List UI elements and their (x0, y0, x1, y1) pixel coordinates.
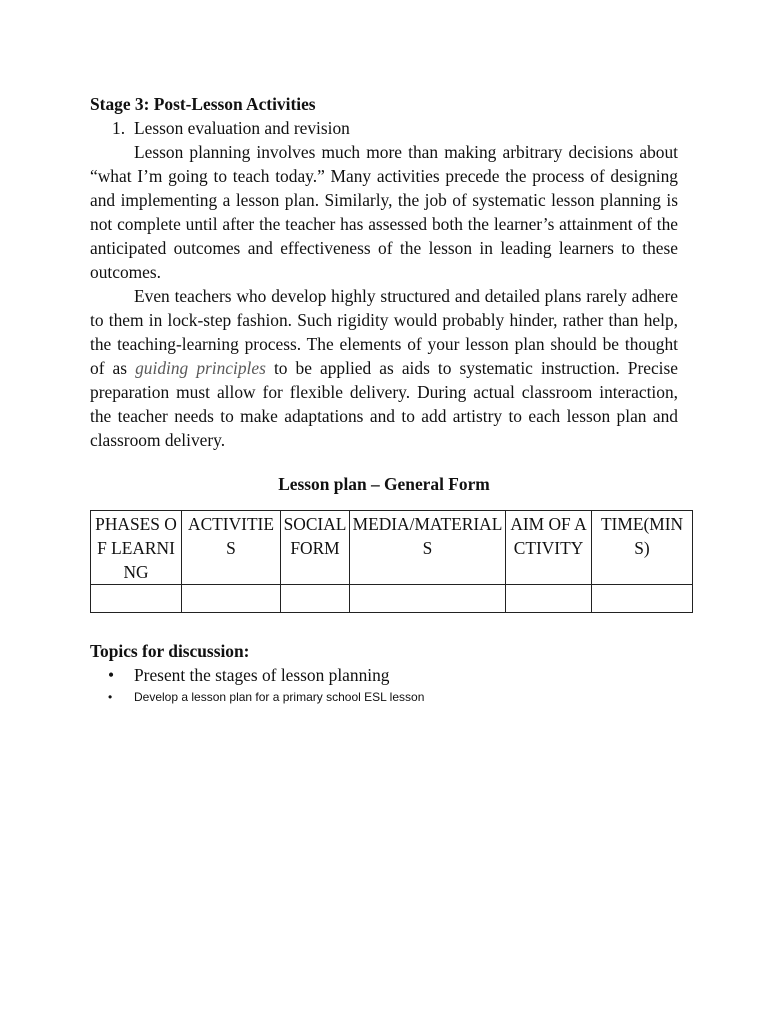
paragraph-text-after: to be applied as aids to systematic instruction. Precise preparation must allow for flexible delivery. During actual classroom interaction, the teacher needs to make adaptations and to add artistry to each lesson plan and classroom delivery. (90, 358, 678, 450)
topics-heading: Topics for discussion: (90, 641, 250, 661)
header-time-mins: TIME(MINS) (592, 511, 693, 585)
table-title: Lesson plan – General Form (278, 474, 490, 494)
stage-heading: Stage 3: Post-Lesson Activities (90, 94, 316, 114)
table-cell[interactable] (281, 585, 350, 613)
header-aim-of-activity: AIM OF ACTIVITY (506, 511, 592, 585)
header-social-form: SOCIAL FORM (281, 511, 350, 585)
list-item-lesson-evaluation (112, 116, 678, 140)
header-phases-of-learning: PHASES OF LEARNING (91, 511, 182, 585)
header-activities: ACTIVITIES (182, 511, 281, 585)
table-cell[interactable] (91, 585, 182, 613)
list-item (108, 663, 678, 687)
list-item-text: Lesson evaluation and revision (134, 118, 350, 138)
header-media-materials: MEDIA/MATERIALS (350, 511, 506, 585)
bullet-icon: • (108, 665, 115, 685)
bullet-icon: • (108, 690, 113, 704)
paragraph-lesson-planning: Lesson planning involves much more than making arbitrary decisions about “what I’m going to teach today.” Many activities precede the process of designing and implementing a lesson plan. Similarly, the job of systematic lesson planning is not complete until after the teacher has assessed both the learner’s attainment of the anticipated outcomes and effectiveness of the lesson in leading learners to these outcomes. (90, 142, 678, 282)
table-cell[interactable] (182, 585, 281, 613)
list-item (108, 687, 678, 707)
table-row (91, 585, 693, 613)
topic-text: Present the stages of lesson planning (134, 665, 390, 685)
topic-text: Develop a lesson plan for a primary school ESL lesson (134, 690, 425, 704)
guiding-principles-emphasis: guiding principles (135, 358, 266, 378)
table-header-row (91, 511, 693, 585)
list-item-number: 1. (112, 118, 126, 138)
table-cell[interactable] (506, 585, 592, 613)
table-cell[interactable] (350, 585, 506, 613)
lesson-plan-table (90, 510, 693, 613)
document-page (90, 92, 684, 707)
paragraph-structured-plans (90, 284, 678, 452)
table-cell[interactable] (592, 585, 693, 613)
paragraph-text-before: Even teachers who develop highly structured and detailed plans rarely adhere to them in lock-step fashion. Such rigidity would probably hinder, rather than help, the teaching-learning process. The elements of your lesson plan should be thought of as (90, 286, 678, 378)
